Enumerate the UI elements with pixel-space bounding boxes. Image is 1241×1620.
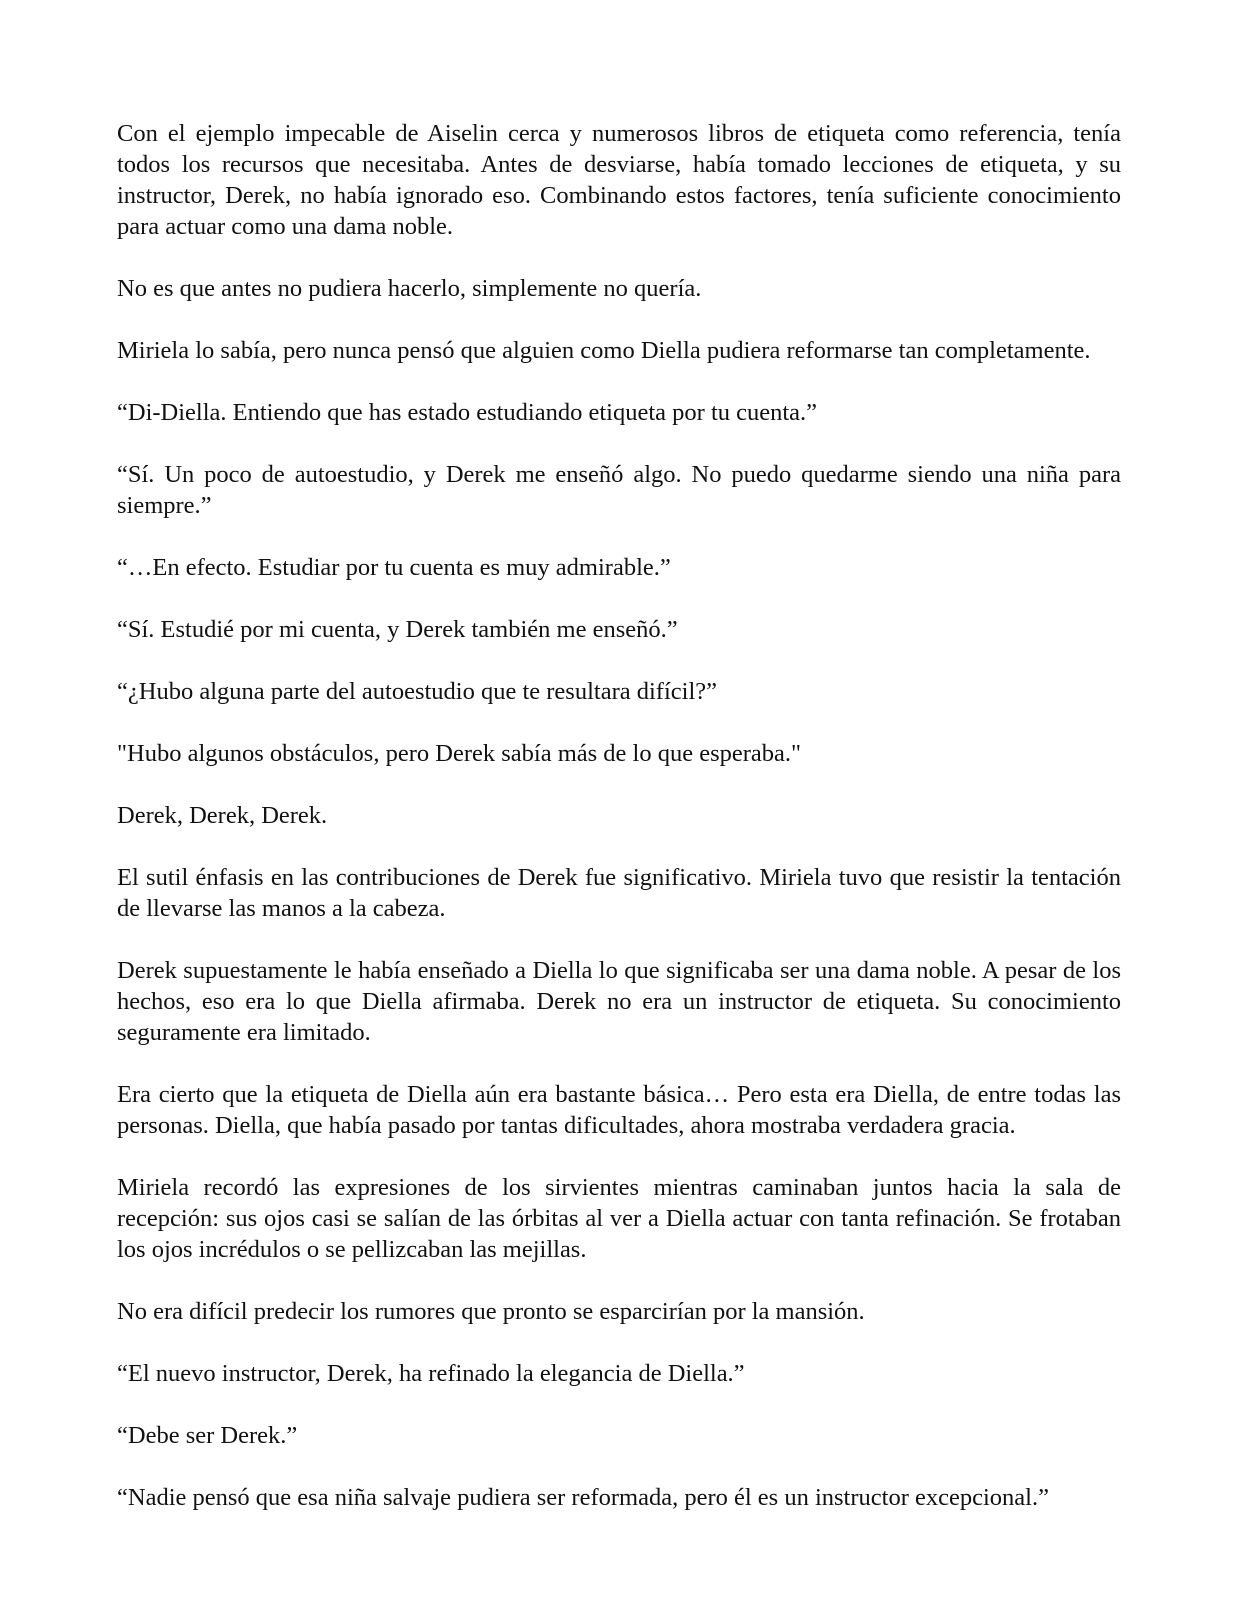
dialogue-paragraph: “…En efecto. Estudiar por tu cuenta es muy admirable.” [117,554,671,581]
paragraph: Miriela recordó las expresiones de los sirvientes mientras caminaban juntos hacia la sala de recepción: sus ojos casi se salían de las órbitas al ver a Diella actuar con tanta refinación. Se frotaban los ojos incrédulos o se pellizcaban las mejillas. [117,1174,1121,1263]
dialogue-paragraph: “El nuevo instructor, Derek, ha refinado la elegancia de Diella.” [117,1360,745,1387]
paragraph: No era difícil predecir los rumores que pronto se esparcirían por la mansión. [117,1298,865,1325]
document-body [117,118,1121,1513]
dialogue-paragraph: “Sí. Estudié por mi cuenta, y Derek también me enseñó.” [117,616,678,643]
paragraph: No es que antes no pudiera hacerlo, simplemente no quería. [117,275,702,302]
dialogue-paragraph: "Hubo algunos obstáculos, pero Derek sabía más de lo que esperaba." [117,740,802,767]
paragraph: Con el ejemplo impecable de Aiselin cerca y numerosos libros de etiqueta como referencia, tenía todos los recursos que necesitaba. Antes de desviarse, había tomado lecciones de etiqueta, y su instructor, Derek, no había ignorado eso. Combinando estos factores, tenía suficiente conocimiento para actuar como una dama noble. [117,120,1121,240]
paragraph: Derek, Derek, Derek. [117,802,328,829]
dialogue-paragraph: “¿Hubo alguna parte del autoestudio que te resultara difícil?” [117,678,717,705]
paragraph: El sutil énfasis en las contribuciones de Derek fue significativo. Miriela tuvo que resistir la tentación de llevarse las manos a la cabeza. [117,864,1121,922]
dialogue-paragraph: “Nadie pensó que esa niña salvaje pudiera ser reformada, pero él es un instructor excepcional.” [117,1484,1049,1511]
paragraph: Era cierto que la etiqueta de Diella aún era bastante básica… Pero esta era Diella, de entre todas las personas. Diella, que había pasado por tantas dificultades, ahora mostraba verdadera gracia. [117,1081,1121,1139]
paragraph: Derek supuestamente le había enseñado a Diella lo que significaba ser una dama noble. A pesar de los hechos, eso era lo que Diella afirmaba. Derek no era un instructor de etiqueta. Su conocimiento seguramente era limitado. [117,957,1121,1046]
dialogue-paragraph: “Di-Diella. Entiendo que has estado estudiando etiqueta por tu cuenta.” [117,399,818,426]
dialogue-paragraph: “Sí. Un poco de autoestudio, y Derek me enseñó algo. No puedo quedarme siendo una niña para siempre.” [117,461,1121,519]
paragraph: Miriela lo sabía, pero nunca pensó que alguien como Diella pudiera reformarse tan completamente. [117,337,1091,364]
dialogue-paragraph: “Debe ser Derek.” [117,1422,298,1449]
